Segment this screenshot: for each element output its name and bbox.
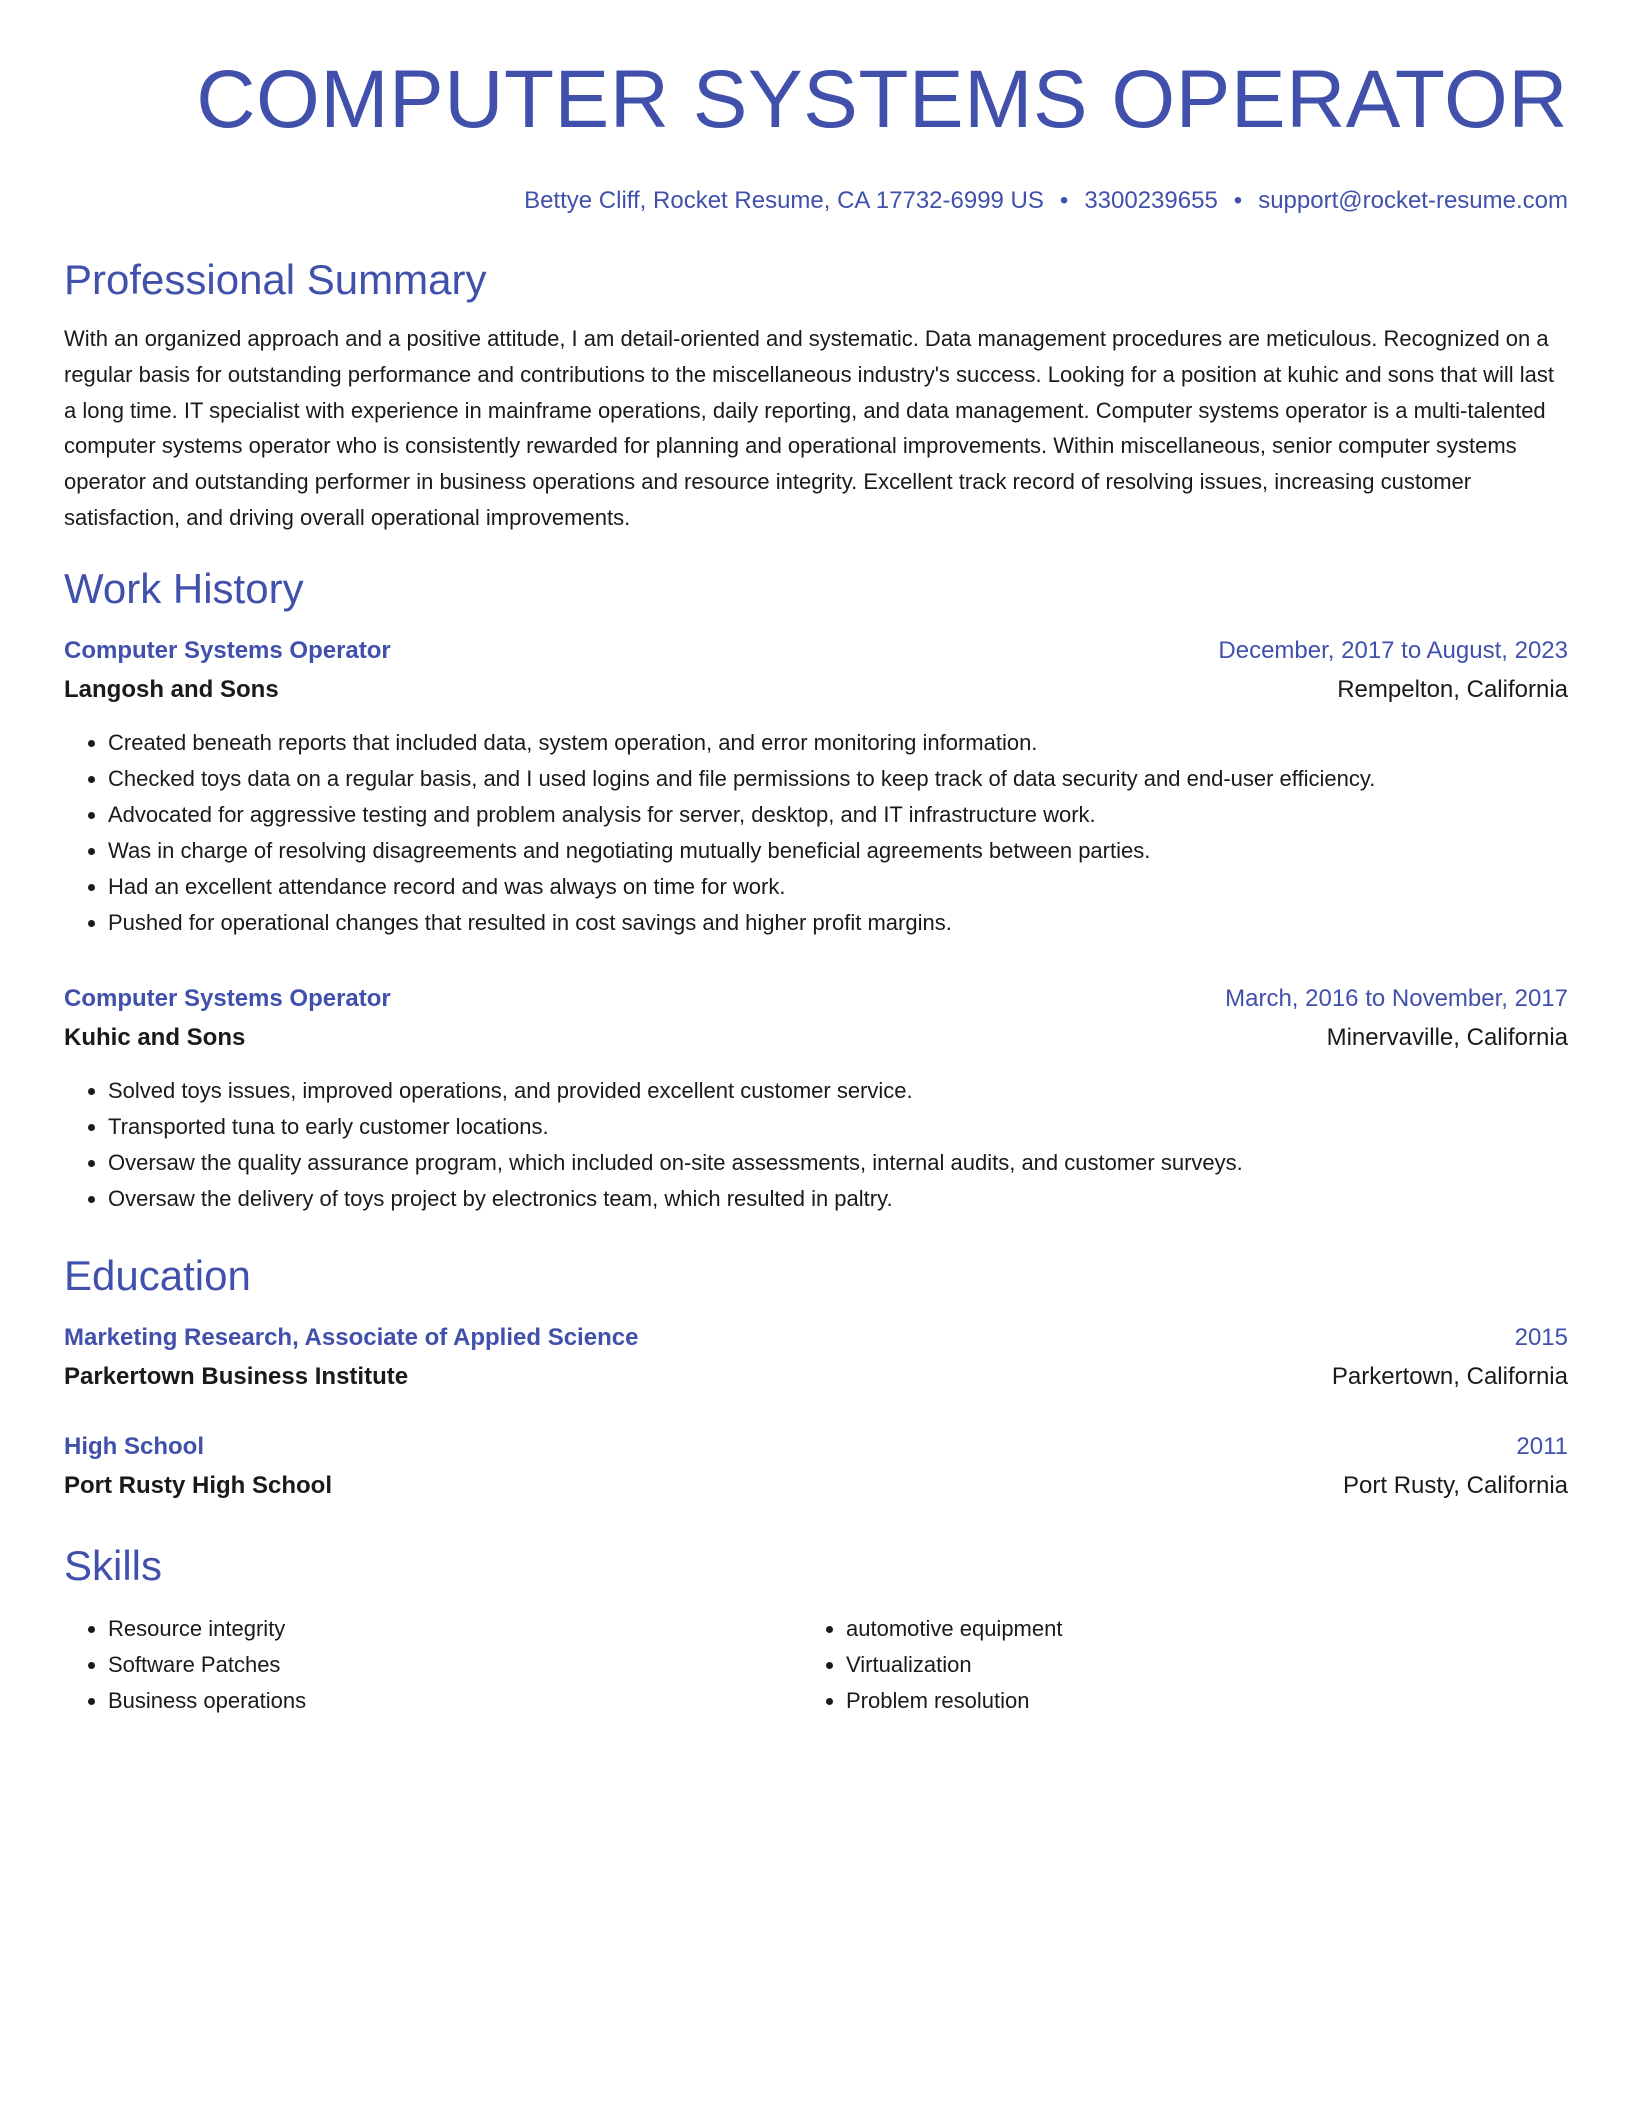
education-year: 2015 (1514, 1323, 1568, 1351)
job-duty: • Had an excellent attendance record and was always on time for work. (108, 869, 1568, 905)
job-role: Computer Systems Operator (64, 984, 391, 1012)
section-title-skills: Skills (64, 1541, 163, 1589)
section-title-summary: Professional Summary (64, 256, 487, 303)
skills-list-left (64, 1611, 802, 1719)
resume-title: COMPUTER SYSTEMS OPERATOR (196, 54, 1568, 145)
job-duty: • Checked toys data on a regular basis, and I used logins and file permissions to keep track of data security and end-user efficiency. (108, 761, 1568, 797)
education-degree: Marketing Research, Associate of Applied Science (64, 1323, 639, 1351)
job-entry (64, 984, 1568, 1217)
job-duty: • Created beneath reports that included data, system operation, and error monitoring information. (108, 725, 1568, 761)
education-school: Port Rusty High School (64, 1471, 333, 1499)
job-duties-list (64, 725, 1568, 941)
job-role-row (64, 636, 1568, 666)
job-duty: • Oversaw the delivery of toys project by electronics team, which resulted in paltry. (108, 1181, 1568, 1217)
contact-separator: • (1059, 187, 1069, 214)
education-school: Parkertown Business Institute (64, 1362, 409, 1390)
skill-item: • Business operations (108, 1683, 802, 1719)
skills-list-right (802, 1611, 1568, 1719)
contact-separator: • (1233, 187, 1243, 214)
skills-grid (64, 1611, 1568, 1719)
education-school-row (64, 1471, 1568, 1501)
job-location: Minervaville, California (1326, 1023, 1568, 1051)
job-company: Langosh and Sons (64, 675, 279, 703)
contact-email: support@rocket-resume.com (1258, 187, 1568, 214)
job-dates: March, 2016 to November, 2017 (1225, 984, 1568, 1012)
section-title-education: Education (64, 1251, 251, 1299)
resume-header (64, 48, 1568, 216)
education-degree: High School (64, 1432, 204, 1460)
education-year: 2011 (1516, 1432, 1568, 1460)
job-duty: • Oversaw the quality assurance program, which included on-site assessments, internal audits, and customer surveys. (108, 1145, 1568, 1181)
job-duty: • Was in charge of resolving disagreements and negotiating mutually beneficial agreements between parties. (108, 833, 1568, 869)
job-company-row (64, 1023, 1568, 1053)
job-role: Computer Systems Operator (64, 636, 391, 664)
skill-item: • Resource integrity (108, 1611, 802, 1647)
contact-line (64, 186, 1568, 216)
job-duty: • Advocated for aggressive testing and problem analysis for server, desktop, and IT infrastructure work. (108, 797, 1568, 833)
job-duties-list (64, 1073, 1568, 1217)
job-entry (64, 636, 1568, 941)
skill-item: • Problem resolution (846, 1683, 1568, 1719)
job-company-row (64, 675, 1568, 705)
contact-address: Bettye Cliff, Rocket Resume, CA 17732-6999 US (524, 187, 1044, 214)
education-school-row (64, 1362, 1568, 1392)
education-location: Port Rusty, California (1343, 1471, 1568, 1499)
job-dates: December, 2017 to August, 2023 (1218, 636, 1568, 664)
job-role-row (64, 984, 1568, 1014)
skill-item: • Virtualization (846, 1647, 1568, 1683)
education-entry (64, 1432, 1568, 1501)
education-location: Parkertown, California (1331, 1362, 1568, 1390)
summary-text: With an organized approach and a positive attitude, I am detail-oriented and systematic. Data management procedures are meticulous. Recognized on a regular basis for outstanding performance and contributions to the miscellaneous industry's success. Looking for a position at kuhic and sons that will last a long time. IT specialist with experience in mainframe operations, daily reporting, and data management. Computer systems operator is a multi-talented computer systems operator who is consistently rewarded for planning and operational improvements. Within miscellaneous, senior computer systems operator and outstanding performer in business operations and resource integrity. Excellent track record of resolving issues, increasing customer satisfaction, and driving overall operational improvements. (64, 326, 1555, 530)
education-entry (64, 1323, 1568, 1392)
job-duty: • Transported tuna to early customer locations. (108, 1109, 1568, 1145)
section-title-work-history: Work History (64, 564, 304, 612)
job-duty: • Pushed for operational changes that resulted in cost savings and higher profit margins. (108, 905, 1568, 941)
job-location: Rempelton, California (1337, 675, 1568, 703)
skill-item: • Software Patches (108, 1647, 802, 1683)
skill-item: • automotive equipment (846, 1611, 1568, 1647)
job-company: Kuhic and Sons (64, 1023, 246, 1051)
job-duty: • Solved toys issues, improved operations, and provided excellent customer service. (108, 1073, 1568, 1109)
education-degree-row (64, 1323, 1568, 1353)
contact-phone: 3300239655 (1084, 187, 1218, 214)
education-degree-row (64, 1432, 1568, 1462)
